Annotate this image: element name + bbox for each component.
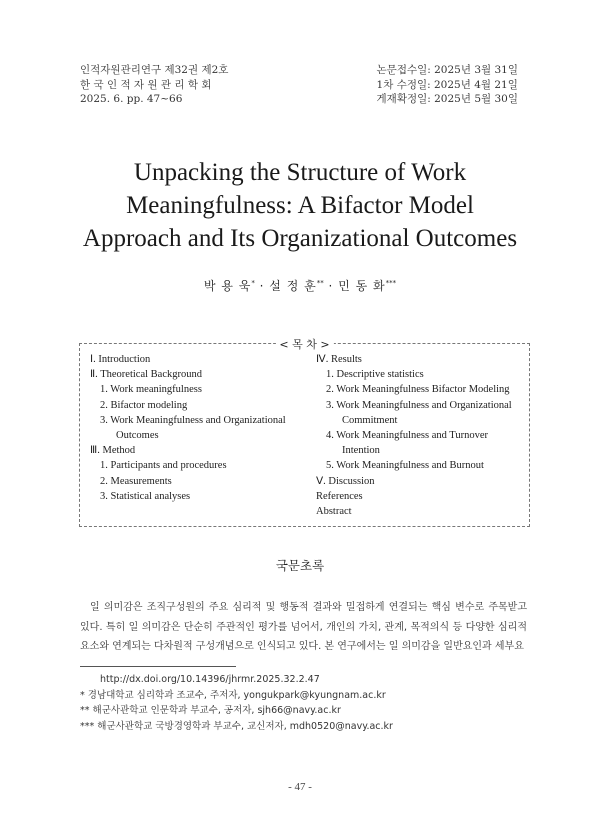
title-line: Unpacking the Structure of Work <box>133 159 467 186</box>
author-name: 박 용 욱 <box>203 279 252 293</box>
toc-entry: 4. Work Meaningfulness and Turnover <box>326 430 488 442</box>
journal-info <box>80 63 228 107</box>
author-mark: *** <box>385 279 397 287</box>
footnote-divider <box>80 666 236 667</box>
abstract-body <box>80 598 527 657</box>
author-name: 민 동 화 <box>338 279 386 293</box>
toc-entry: 1. Participants and procedures <box>100 460 227 472</box>
toc-column-left <box>90 352 310 504</box>
revised-date: 1차 수정일: 2025년 4월 21일 <box>376 78 518 91</box>
footnote-author-2: ** 해군사관학교 인문학과 부교수, 공저자, sjh66@navy.ac.kr <box>80 705 341 717</box>
toc-entry: Commitment <box>342 414 398 426</box>
toc-entry: 3. Statistical analyses <box>100 490 191 502</box>
toc-entry: Outcomes <box>116 430 159 442</box>
toc-entry: 2. Bifactor modeling <box>100 399 188 411</box>
society-name: 한 국 인 적 자 원 관 리 학 회 <box>80 78 212 91</box>
footnote-author-1: * 경남대학교 심리학과 조교수, 주저자, yongukpark@kyungnam.ac.kr <box>80 689 386 701</box>
author-mark: * <box>251 279 255 287</box>
toc-entry: 2. Measurements <box>100 475 172 487</box>
author-separator: · <box>328 279 334 293</box>
paper-title <box>40 156 560 255</box>
toc-entry: Ⅱ. Theoretical Background <box>90 369 202 381</box>
toc-entry: 1. Work meaningfulness <box>100 384 202 396</box>
title-line: Meaningfulness: A Bifactor Model <box>126 192 474 219</box>
toc-entry: 3. Work Meaningfulness and Organizational <box>100 414 286 426</box>
toc-entry: Ⅲ. Method <box>90 445 136 457</box>
toc-entry: Ⅰ. Introduction <box>90 354 151 365</box>
submission-dates <box>377 63 518 107</box>
abstract-paragraph: 일 의미감은 조직구성원의 주요 심리적 및 행동적 결과와 밀접하게 연결되는 핵심 변수로 주목받고 있다. 특히 일 의미감은 단순히 주관적인 평가를 넘어서, 개인의 가치, 관계, 목적의식 등 다양한 심리적 요소와 연계되는 다차원적 구성개념으로 인식되고 있다. 본 연구에서는 일 의미감을 일반요인과 세부요 <box>80 602 527 652</box>
toc-entry: 5. Work Meaningfulness and Burnout <box>326 460 484 472</box>
page-number: - 47 - <box>288 781 312 793</box>
doi-link[interactable]: http://dx.doi.org/10.14396/jhrmr.2025.32.2.47 <box>100 674 320 685</box>
author-mark: ** <box>316 279 324 287</box>
toc-heading: < 목 차 > <box>275 336 333 352</box>
toc-entry: References <box>316 490 363 502</box>
author-name: 설 정 훈 <box>269 279 317 293</box>
author-list <box>0 277 600 294</box>
toc-entry: 1. Descriptive statistics <box>326 369 424 381</box>
abstract-title: 국문초록 <box>275 558 325 573</box>
issue-pages: 2025. 6. pp. 47~66 <box>80 93 183 105</box>
table-of-contents <box>79 338 530 527</box>
toc-entry: 3. Work Meaningfulness and Organizational <box>326 399 512 411</box>
footnotes <box>80 672 393 735</box>
journal-name: 인적자원관리연구 제32권 제2호 <box>80 64 229 76</box>
toc-column-right <box>316 352 526 519</box>
toc-entry: Intention <box>342 445 380 457</box>
received-date: 논문접수일: 2025년 3월 31일 <box>376 64 518 76</box>
toc-entry: Abstract <box>316 506 352 518</box>
title-line: Approach and Its Organizational Outcomes <box>82 225 518 252</box>
author-separator: · <box>259 279 265 293</box>
toc-entry: Ⅴ. Discussion <box>316 475 375 487</box>
toc-entry: 2. Work Meaningfulness Bifactor Modeling <box>326 384 510 396</box>
toc-entry: Ⅳ. Results <box>316 354 362 365</box>
accepted-date: 게재확정일: 2025년 5월 30일 <box>376 93 518 105</box>
footnote-author-3: *** 해군사관학교 국방경영학과 부교수, 교신저자, mdh0520@navy.ac.kr <box>80 721 393 733</box>
